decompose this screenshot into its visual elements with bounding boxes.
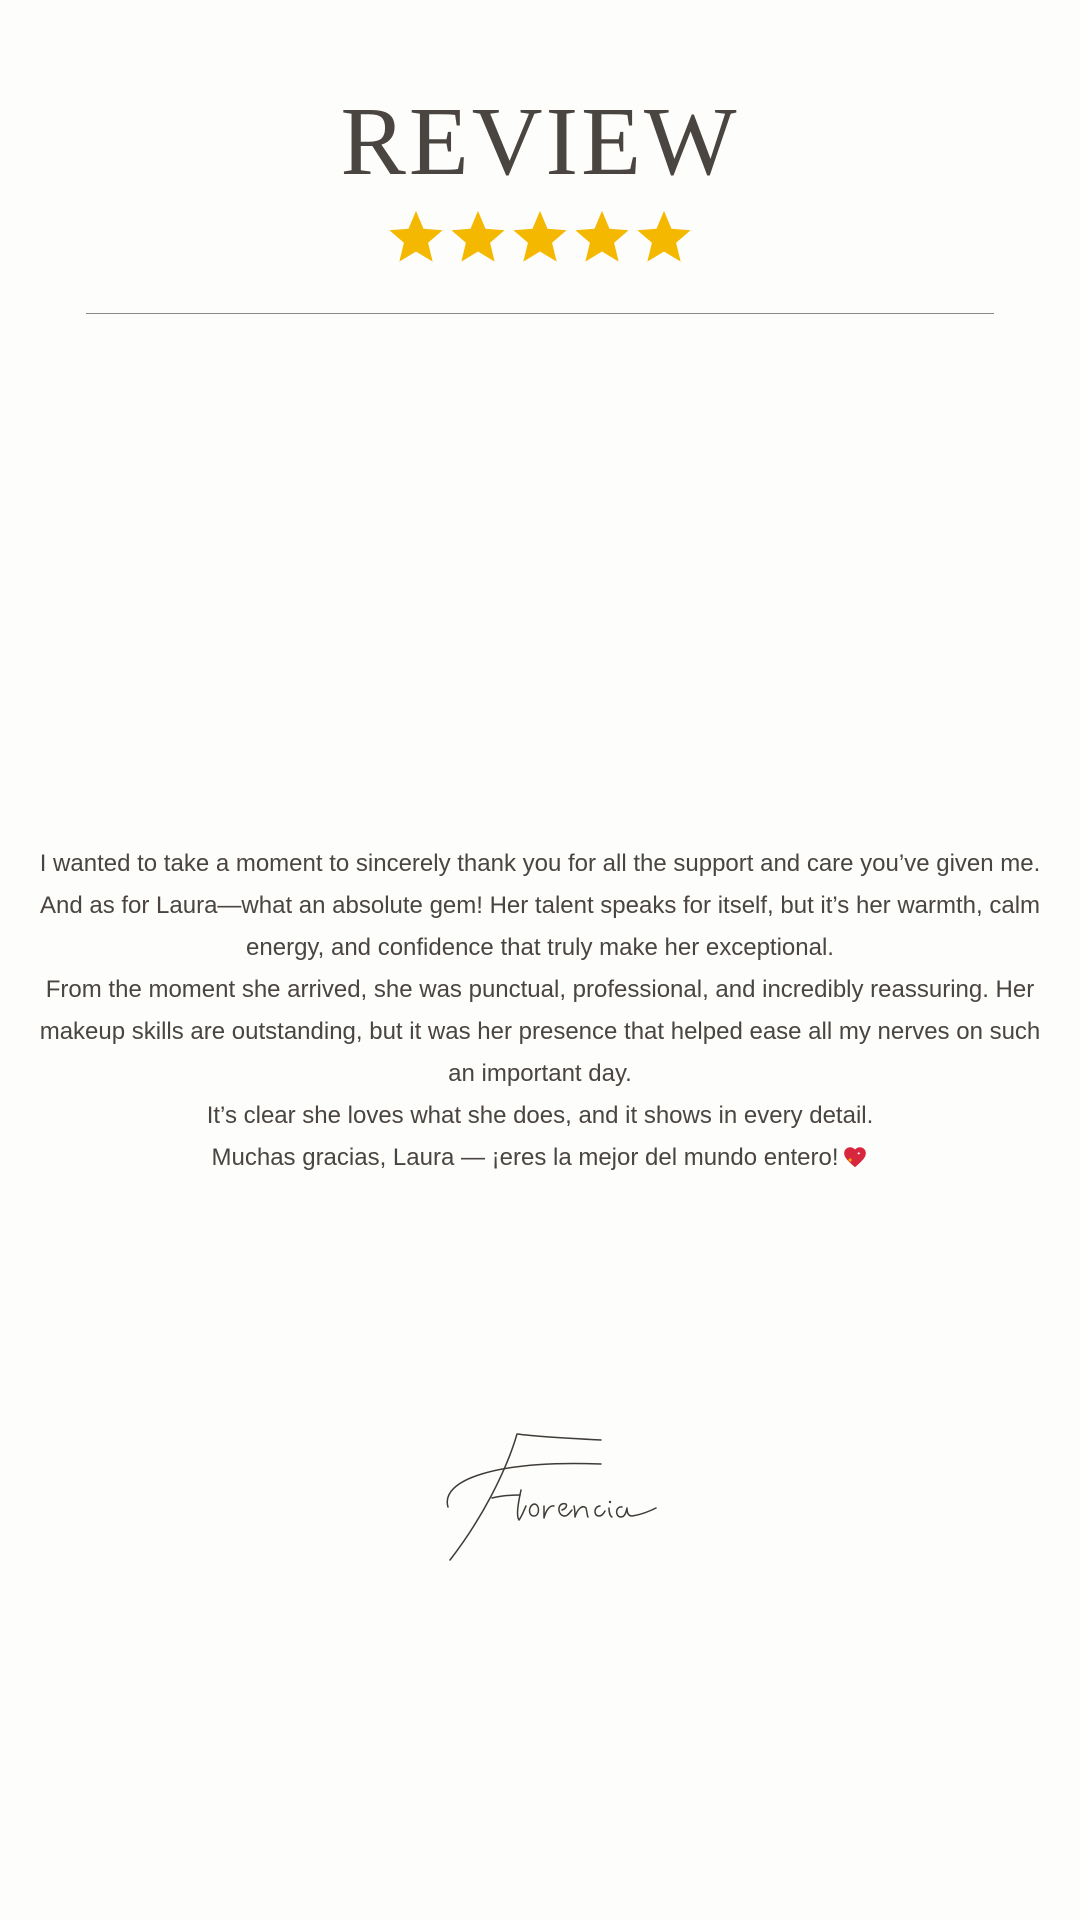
star-icon bbox=[635, 208, 693, 266]
sparkling-heart-icon bbox=[842, 1142, 868, 1168]
signature bbox=[436, 1432, 686, 1562]
review-body bbox=[30, 843, 1050, 1179]
star-rating bbox=[0, 208, 1080, 272]
review-paragraph: I wanted to take a moment to sincerely thank you for all the support and care you’ve given me. And as for Laura—what an absolute gem! Her talent speaks for itself, but it’s her warmth, calm energy, and confidence that truly make her exceptional. bbox=[39, 850, 1041, 961]
star-icon bbox=[387, 208, 445, 266]
review-paragraph: From the moment she arrived, she was punctual, professional, and incredibly reassuring. Her makeup skills are outstanding, but it was her presence that helped ease all my nerves on such an important day. bbox=[39, 976, 1041, 1087]
review-paragraph: Muchas gracias, Laura — ¡eres la mejor del mundo entero! bbox=[211, 1144, 839, 1171]
star-icon bbox=[511, 208, 569, 266]
page-title: REVIEW bbox=[340, 88, 740, 196]
star-icon bbox=[573, 208, 631, 266]
review-paragraph: It’s clear she loves what she does, and it shows in every detail. bbox=[206, 1102, 874, 1129]
star-icon bbox=[449, 208, 507, 266]
review-closing-line bbox=[30, 1137, 1050, 1179]
divider bbox=[86, 313, 994, 314]
